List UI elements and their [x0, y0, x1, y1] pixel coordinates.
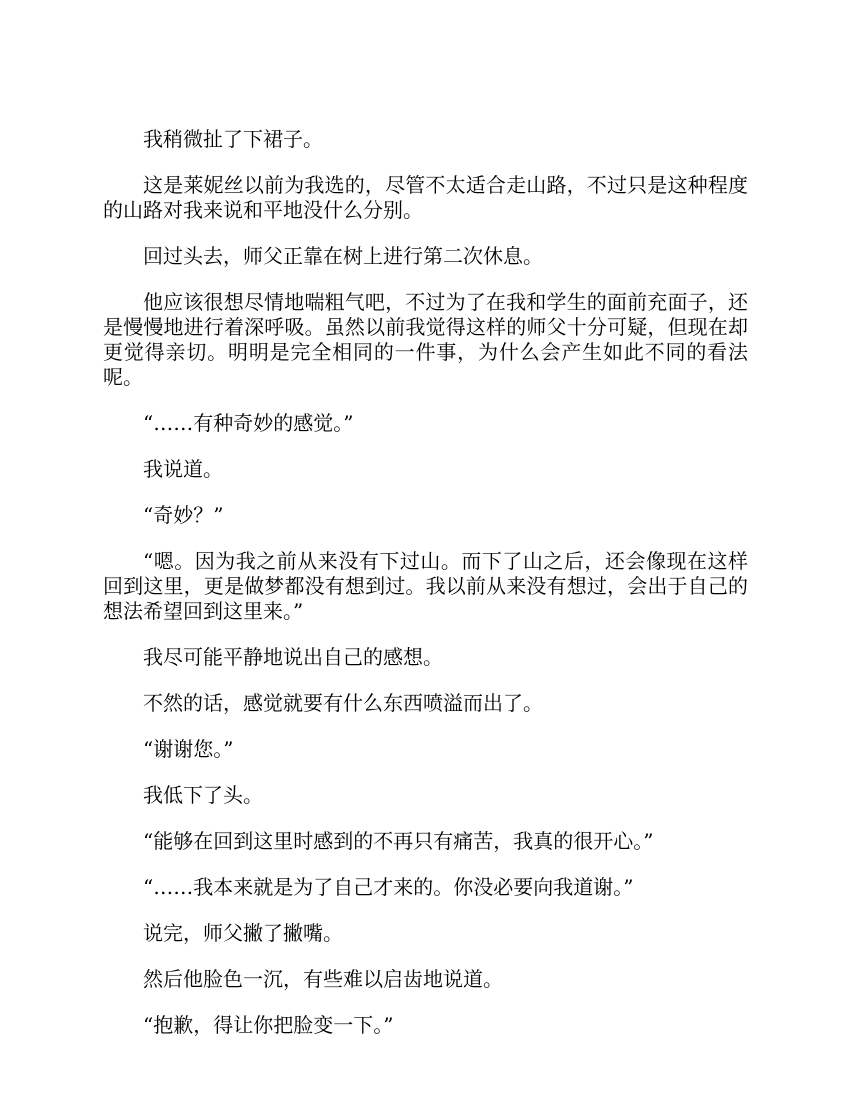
paragraph: 我尽可能平静地说出自己的感想。 — [143, 645, 443, 669]
paragraph: “嗯。因为我之前从来没有下过山。而下了山之后，还会像现在这样回到这里，更是做梦都没有想到过。我以前从来没有想过，会出于自己的想法希望回到这里来。” — [103, 549, 748, 623]
paragraph: 说完，师父撇了撇嘴。 — [143, 921, 343, 945]
paragraph: 然后他脸色一沉，有些难以启齿地说道。 — [143, 967, 503, 991]
paragraph: “……我本来就是为了自己才来的。你没必要向我道谢。” — [143, 875, 634, 899]
paragraph: “谢谢您。” — [143, 737, 234, 761]
document-page — [103, 127, 748, 1059]
paragraph: 我稍微扯了下裙子。 — [143, 127, 323, 151]
paragraph: 回过头去，师父正靠在树上进行第二次休息。 — [143, 244, 543, 268]
paragraph: 这是莱妮丝以前为我选的，尽管不太适合走山路，不过只是这种程度的山路对我来说和平地没什么分别。 — [103, 173, 748, 222]
paragraph: “抱歉，得让你把脸变一下。” — [143, 1013, 394, 1037]
paragraph: 我说道。 — [143, 457, 223, 481]
paragraph: 我低下了头。 — [143, 783, 263, 807]
paragraph: “能够在回到这里时感到的不再只有痛苦，我真的很开心。” — [143, 829, 654, 853]
paragraph: 他应该很想尽情地喘粗气吧，不过为了在我和学生的面前充面子，还是慢慢地进行着深呼吸。虽然以前我觉得这样的师父十分可疑，但现在却更觉得亲切。明明是完全相同的一件事，为什么会产生如此不同的看法呢。 — [103, 290, 748, 389]
paragraph: 不然的话，感觉就要有什么东西喷溢而出了。 — [143, 691, 543, 715]
paragraph: “……有种奇妙的感觉。” — [143, 411, 354, 435]
paragraph: “奇妙？” — [143, 503, 224, 527]
